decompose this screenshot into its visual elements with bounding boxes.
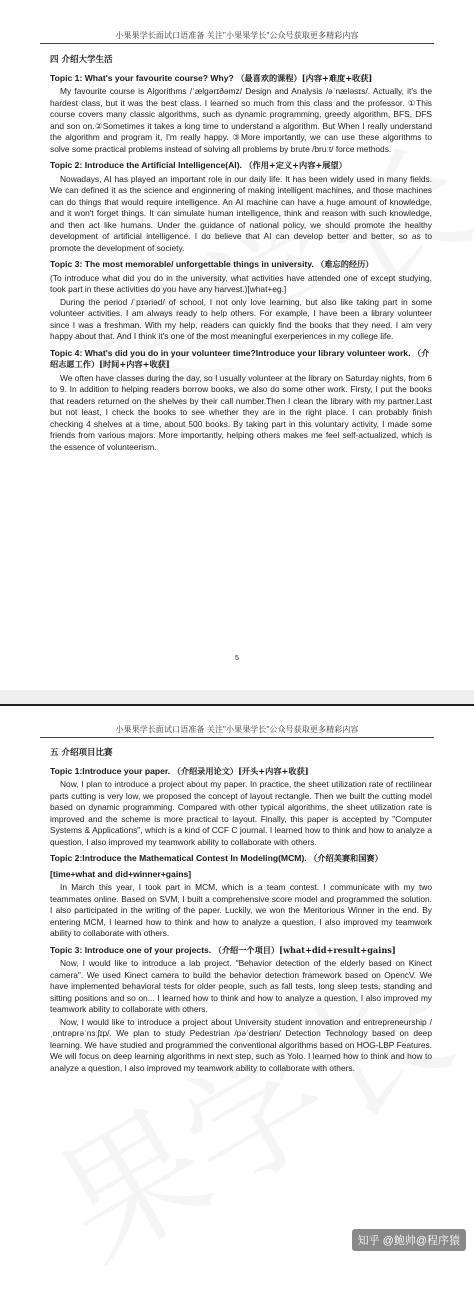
- topic-tags: （介绍录用论文）[开头+内容+收获]: [172, 765, 309, 776]
- topic-note: (To introduce what did you do in the university, what activities have attended one of except studying, took part in these activities do you have any harvest.)[what+eg.]: [50, 272, 432, 294]
- source-watermark: 知乎 @鲍帅@程序猿: [352, 1229, 466, 1251]
- section-title: 四 介绍大学生活: [50, 55, 113, 65]
- topic-title: Topic 2:Introduce the Mathematical Contest In Modeling(MCM).: [50, 853, 307, 863]
- topic-paragraph: Now, I plan to introduce a project about my paper. In practice, the sheet utilization rate of rectilinear parts cutting is very low, we proposed the concept of layout rectangle. Then we built the cutting model based on dynamic programming. Compared with other typical algorithms, the sheet utilization rate is improved and the scheme is more practical to layout. Finally, this paper is accepted by "Computer Systems & Applications", which is a kind of CCF C journal. I learned how to think and how to analyze a question, I also improved my teamwork ability to collaborate with others.: [50, 779, 432, 847]
- topic-paragraph: In March this year, I took part in MCM, which is a team contest. I communicate with my two teammates online. Based on SVM, I built a comprehensive score model and programmed the solution. I also participated in the writing of the paper. Luckily, we won the Meritorious Winner in the end. By entering MCM, I learned how to think and how to analyze a question, I also improved my teamwork ability to collaborate with others.: [50, 882, 432, 938]
- topic-heading: [50, 853, 432, 865]
- topic-title: Topic 3: Introduce one of your projects.: [50, 944, 212, 955]
- header-rule: [40, 43, 434, 44]
- page-number: 5: [235, 655, 239, 662]
- page-separator: [0, 690, 474, 706]
- topic-tags: （介绍志愿工作）[时间+内容+收获]: [50, 347, 430, 369]
- topic-subtags: [time+what and did+winner+gains]: [50, 868, 192, 879]
- topic-tags: （难忘的经历）: [316, 259, 374, 269]
- topic-title: Topic 1: What's your favourite course? Why?: [50, 72, 234, 83]
- page-1-content: [50, 55, 432, 454]
- topic-tags: （介绍一个项目）[what+did+result+gains]: [213, 944, 396, 955]
- topic-tags: （作用+定义+内容+展望）: [244, 160, 347, 170]
- page-header: 小果果学长面试口语准备 关注"小果果学长"公众号获取更多精彩内容: [115, 725, 359, 734]
- document-page-2: [0, 706, 474, 1259]
- topic-title: Topic 1:Introduce your paper.: [50, 765, 171, 776]
- header-rule: [40, 737, 434, 738]
- topic-heading: [50, 945, 432, 957]
- topic-paragraph: Now, I would like to introduce a lab project. "Behavior detection of the elderly based on Kinect camera". We used Kinect camera to build the behavior detection framework based on OpencV. We have implemented behavioral tests for older people, such as fall tests, long sleep tests, standing and sitting positions and so on... I learned how to think and how to analyze a question, I also improved my teamwork ability to collaborate with others.: [50, 958, 432, 1014]
- topic-title: Topic 4: What's did you do in your volunteer time?Introduce your library volunteer work.: [50, 347, 411, 358]
- topic-heading: [50, 766, 432, 778]
- topic-heading: [50, 73, 432, 85]
- topic-heading: [50, 160, 432, 172]
- topic-paragraph: Nowadays, AI has played an important role in our daily life. It has been widely used in many fields. We can defined it as the science and enginnering of making intelligent machines, and those machines can do things that would require intelligence. An AI machine can have a huge amount of knowledge, and it won't forget things. It can simulate human intelligence, think and reason with such knowledge, and then act like humans. Under the guidance of national policy, we should promote the healthy development of artificial intelligence. I do believe that AI can develop better and better, so as to promote the development of society.: [50, 173, 432, 253]
- section-title: 五 介绍项目比赛: [50, 748, 113, 758]
- topic-heading: [50, 348, 432, 371]
- topic-title: Topic 3: The most memorable/ unforgettable things in university.: [50, 259, 314, 269]
- topic-paragraph: My favourite course is Algorithms /ˈælɡərɪðəmz/ Design and Analysis /əˈnæləsɪs/. Actually, it's the hardest class, but it was the best class. I learned so much from this class and the professor. ①This course covers many classic algorithms, such as dynamic programming, greedy algorithm, BFS, DFS and son on.②Sometimes it takes a long time to understand a algorithm. But When I really understand the algorithm and program it, I'm really happy. ③More importantly, we can use these algorithms to solve some practical problems instead of solving all problems by brute /bruːt/ force methods.: [50, 86, 432, 154]
- topic-tags: （介绍美赛和国赛）: [309, 853, 383, 863]
- topic-paragraph: We often have classes during the day, so I usually volunteer at the library on Saturday nights, from 6 to 9. In addition to helping readers borrow books, we also do some other work. Firsty, I put the books that readers returned on the shelves by their call number.Then I clean the library with my partner.Last but not least, I check the books to see whether they are in the right place. I can probably finish checking 4 shelves at a time, about 500 books. By taking part in this voluntary activity, I made some friends from various majors. More importantly, helping others makes me feel self-actualized, which is the essence of volunteerism.: [50, 372, 432, 452]
- page-2-content: [50, 748, 432, 1075]
- topic-paragraph: Now, I would like to introduce a project about University student innovation and entrepreneurship /ˌɒntrəprəˈnɜːʃɪp/. We plan to study Pedestrian /pəˈdestriən/ Detection Technology based on deep learning. We have studied and programmed the conventional algorithms based on HOG-LBP Features. We will focus on deep learning algorithms in next step, such as Yolo. I learned how to think and how to analyze a question, I also improved my teamwork ability to collaborate with others.: [50, 1016, 432, 1073]
- topic-title: Topic 2: Introduce the Artificial Intelligence(AI).: [50, 160, 242, 170]
- topic-tags: （最喜欢的课程）[内容+难度+收获]: [236, 72, 373, 83]
- topic-paragraph: During the period /ˈpɪəriəd/ of school, I not only love learning, but also like taking part in some volunteer activities. I am always ready to help others. For example, I have been a library volunteer since I was a freshman. With my help, readers can quickly find the books that they need. I am very happy about that. And I think it's one of the most meaningful exerperiences in my college life.: [50, 296, 432, 341]
- topic-heading: [50, 259, 432, 271]
- page-header: 小果果学长面试口语准备 关注"小果果学长"公众号获取更多精彩内容: [115, 31, 359, 40]
